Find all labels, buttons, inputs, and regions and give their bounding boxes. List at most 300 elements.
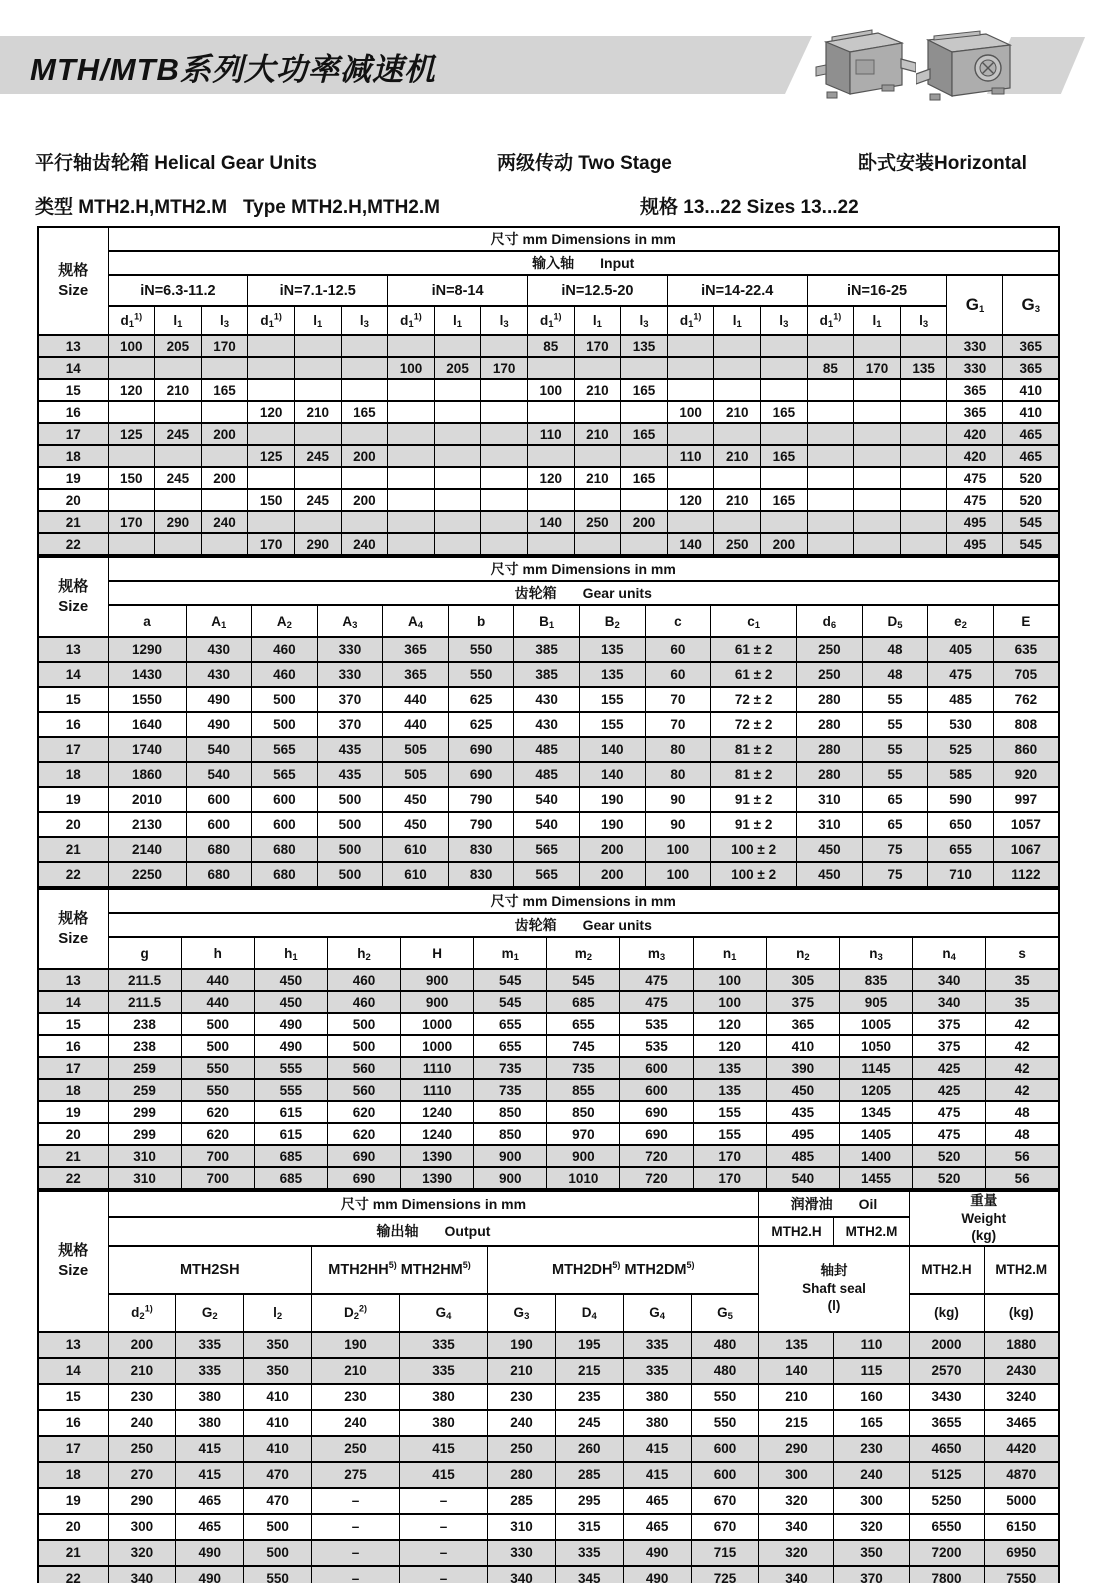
data-cell: 500 [244, 1514, 312, 1540]
data-cell: 540 [186, 762, 252, 787]
data-cell: 305 [766, 969, 839, 991]
data-cell: 700 [181, 1167, 254, 1189]
data-cell: 1455 [839, 1167, 912, 1189]
data-cell: 200 [201, 467, 248, 489]
data-cell [527, 489, 574, 511]
data-cell: 520 [913, 1145, 986, 1167]
data-cell: 420 [947, 423, 1003, 445]
data-cell: 600 [691, 1436, 759, 1462]
data-cell: 6950 [984, 1540, 1059, 1566]
data-cell: 6550 [909, 1514, 984, 1540]
size-column-header: 规格 Size [38, 1191, 108, 1332]
subtitle-horizontal: 卧式安装Horizontal [858, 153, 1027, 174]
data-cell: 900 [547, 1145, 620, 1167]
data-cell: 310 [797, 812, 863, 837]
data-cell: 1290 [108, 637, 186, 662]
data-cell: 500 [327, 1013, 400, 1035]
data-cell [434, 401, 481, 423]
output-type-group-header: MTH2HH$^{5)}$ MTH2HM$^{5)}$ [312, 1246, 488, 1294]
data-cell: 81 ± 2 [711, 762, 797, 787]
data-cell: 410 [244, 1436, 312, 1462]
data-cell: 625 [448, 687, 514, 712]
data-cell: 385 [514, 662, 580, 687]
data-cell: 415 [400, 1462, 488, 1488]
data-cell: 680 [186, 862, 252, 887]
data-cell: 250 [797, 637, 863, 662]
data-cell: 475 [947, 467, 1003, 489]
table-row [38, 787, 1059, 812]
data-cell [481, 467, 528, 489]
gearbox-image-flange-side-icon [916, 12, 1016, 112]
data-cell: 545 [1003, 511, 1059, 533]
table-row [38, 1167, 1059, 1189]
data-cell: 735 [474, 1057, 547, 1079]
data-cell: 460 [327, 969, 400, 991]
data-cell: 490 [623, 1540, 691, 1566]
data-cell: 565 [252, 737, 318, 762]
data-cell: 600 [620, 1057, 693, 1079]
data-cell: 215 [759, 1410, 834, 1436]
col-header: $n_3$ [839, 937, 912, 969]
data-cell: 440 [181, 969, 254, 991]
data-cell: 165 [834, 1410, 909, 1436]
weight-unit-header: (kg) [909, 1294, 984, 1332]
data-cell [854, 467, 901, 489]
col-header: g [108, 937, 181, 969]
data-cell: 545 [474, 969, 547, 991]
data-cell: 1000 [401, 1035, 474, 1057]
data-cell [574, 445, 621, 467]
data-cell: 970 [547, 1123, 620, 1145]
data-cell [388, 533, 435, 555]
data-cell: 500 [244, 1540, 312, 1566]
data-cell: 997 [993, 787, 1059, 812]
data-cell: 850 [547, 1101, 620, 1123]
data-cell [807, 379, 854, 401]
data-cell: 200 [761, 533, 808, 555]
table-row [38, 1384, 1059, 1410]
table-row [38, 1123, 1059, 1145]
data-cell [155, 533, 202, 555]
oil-header: 润滑油 Oil [759, 1191, 909, 1217]
col-header: $l_3$ [341, 306, 388, 335]
gear-unit-dimensions-table-2 [37, 888, 1060, 1190]
data-cell: 1067 [993, 837, 1059, 862]
data-cell [248, 357, 295, 379]
data-cell: 170 [201, 335, 248, 357]
data-cell: 285 [555, 1462, 623, 1488]
size-cell: 22 [38, 1566, 108, 1583]
data-cell: 635 [993, 637, 1059, 662]
table-row [38, 489, 1059, 511]
size-cell: 15 [38, 687, 108, 712]
data-cell: 1400 [839, 1145, 912, 1167]
data-cell: 270 [108, 1462, 176, 1488]
data-cell: 365 [383, 637, 449, 662]
col-header: $d_1^{1)}$ [807, 306, 854, 335]
data-cell: 370 [317, 687, 383, 712]
data-cell: 620 [327, 1123, 400, 1145]
data-cell: 745 [547, 1035, 620, 1057]
data-cell: 55 [862, 762, 928, 787]
data-cell: 365 [1003, 357, 1059, 379]
data-cell [481, 401, 528, 423]
data-cell [434, 445, 481, 467]
data-cell: 3465 [984, 1410, 1059, 1436]
data-cell: 545 [547, 969, 620, 991]
data-cell: 250 [797, 662, 863, 687]
data-cell: 280 [797, 737, 863, 762]
size-cell: 15 [38, 1384, 108, 1410]
data-cell: 170 [248, 533, 295, 555]
data-cell: 81 ± 2 [711, 737, 797, 762]
data-cell: 250 [488, 1436, 556, 1462]
size-cell: 17 [38, 737, 108, 762]
data-cell: 440 [181, 991, 254, 1013]
data-cell: 762 [993, 687, 1059, 712]
data-cell: 56 [986, 1167, 1059, 1189]
data-cell: 520 [913, 1167, 986, 1189]
data-cell: 1390 [401, 1145, 474, 1167]
data-cell: 55 [862, 737, 928, 762]
col-header: $e_2$ [928, 605, 994, 637]
data-cell: 245 [294, 445, 341, 467]
data-cell: 320 [108, 1540, 176, 1566]
data-cell: 245 [555, 1410, 623, 1436]
data-cell: 415 [623, 1462, 691, 1488]
data-cell: 2000 [909, 1332, 984, 1358]
col-header: c [645, 605, 711, 637]
data-cell: 410 [244, 1410, 312, 1436]
col-header: $d_1^{1)}$ [667, 306, 714, 335]
data-cell [201, 489, 248, 511]
col-header: $l_1$ [294, 306, 341, 335]
data-cell: 310 [488, 1514, 556, 1540]
data-cell: 140 [579, 762, 645, 787]
data-cell: 490 [186, 712, 252, 737]
data-cell [481, 379, 528, 401]
data-cell: 365 [766, 1013, 839, 1035]
table-row [38, 1332, 1059, 1358]
data-cell: 70 [645, 712, 711, 737]
data-cell: 535 [620, 1013, 693, 1035]
data-cell: 170 [574, 335, 621, 357]
data-cell: 1640 [108, 712, 186, 737]
data-cell: 1110 [401, 1079, 474, 1101]
data-cell: 210 [574, 379, 621, 401]
data-cell: 240 [834, 1462, 909, 1488]
table-row [38, 837, 1059, 862]
data-cell: 585 [928, 762, 994, 787]
size-cell: 21 [38, 837, 108, 862]
size-cell: 18 [38, 1079, 108, 1101]
data-cell: 60 [645, 662, 711, 687]
data-cell [854, 533, 901, 555]
data-cell: 460 [252, 637, 318, 662]
data-cell: 140 [579, 737, 645, 762]
data-cell: 135 [900, 357, 947, 379]
sizes-line: 规格 13...22 Sizes 13...22 [640, 197, 859, 218]
data-cell: 900 [401, 969, 474, 991]
table-row [38, 913, 1059, 937]
data-cell: 335 [623, 1358, 691, 1384]
size-cell: 14 [38, 357, 108, 379]
data-cell: 299 [108, 1123, 181, 1145]
data-cell: 340 [759, 1514, 834, 1540]
data-cell: 240 [312, 1410, 400, 1436]
data-cell: 690 [620, 1123, 693, 1145]
data-cell: 310 [108, 1167, 181, 1189]
col-header: $c_1$ [711, 605, 797, 637]
data-cell: 450 [254, 969, 327, 991]
data-cell: 320 [759, 1540, 834, 1566]
col-header: $l_1$ [854, 306, 901, 335]
col-header: $D_4$ [555, 1294, 623, 1332]
data-cell: 715 [691, 1540, 759, 1566]
data-cell: 655 [474, 1035, 547, 1057]
data-cell: 485 [514, 737, 580, 762]
data-cell: 1860 [108, 762, 186, 787]
data-cell: 56 [986, 1145, 1059, 1167]
data-cell: 1057 [993, 812, 1059, 837]
data-cell: 91 ± 2 [711, 812, 797, 837]
data-cell: 2130 [108, 812, 186, 837]
data-cell: 170 [108, 511, 155, 533]
data-cell: 600 [691, 1462, 759, 1488]
data-cell: 490 [176, 1566, 244, 1583]
col-header: $l_2$ [244, 1294, 312, 1332]
data-cell: 475 [947, 489, 1003, 511]
col-header: $l_3$ [481, 306, 528, 335]
data-cell: 1000 [401, 1013, 474, 1035]
data-cell: 190 [312, 1332, 400, 1358]
data-cell: 500 [317, 837, 383, 862]
size-cell: 19 [38, 787, 108, 812]
data-cell: 1550 [108, 687, 186, 712]
data-cell [155, 445, 202, 467]
data-cell: 150 [248, 489, 295, 511]
data-cell: – [400, 1514, 488, 1540]
data-cell: 335 [400, 1358, 488, 1384]
data-cell: 600 [252, 787, 318, 812]
data-cell: 42 [986, 1013, 1059, 1035]
data-cell: 465 [1003, 423, 1059, 445]
data-cell [807, 467, 854, 489]
data-cell: 340 [913, 969, 986, 991]
data-cell: 450 [797, 837, 863, 862]
weight-unit-header: (kg) [984, 1294, 1059, 1332]
data-cell: 600 [186, 812, 252, 837]
data-cell [900, 511, 947, 533]
data-cell: 435 [317, 737, 383, 762]
data-cell: 350 [244, 1358, 312, 1384]
data-cell [481, 445, 528, 467]
size-cell: 18 [38, 445, 108, 467]
data-cell: 655 [547, 1013, 620, 1035]
data-cell [761, 423, 808, 445]
data-cell: 680 [252, 862, 318, 887]
data-cell [481, 335, 528, 357]
data-cell: 290 [759, 1436, 834, 1462]
data-cell: 480 [691, 1358, 759, 1384]
col-header: $G_3$ [1003, 275, 1059, 335]
data-cell: 500 [317, 787, 383, 812]
data-cell [388, 401, 435, 423]
data-cell: 60 [645, 637, 711, 662]
data-cell: 3240 [984, 1384, 1059, 1410]
size-cell: 17 [38, 1436, 108, 1462]
data-cell: 120 [667, 489, 714, 511]
table-row [38, 1035, 1059, 1057]
data-cell: 430 [186, 637, 252, 662]
data-cell: – [400, 1488, 488, 1514]
data-cell: 61 ± 2 [711, 637, 797, 662]
data-cell: 465 [176, 1488, 244, 1514]
data-cell: 410 [1003, 379, 1059, 401]
data-cell: 6150 [984, 1514, 1059, 1540]
col-header: $A_1$ [186, 605, 252, 637]
data-cell: 7800 [909, 1566, 984, 1583]
data-cell: 475 [913, 1123, 986, 1145]
data-cell: 3430 [909, 1384, 984, 1410]
data-cell [388, 379, 435, 401]
data-cell: 165 [341, 401, 388, 423]
data-cell: 475 [913, 1101, 986, 1123]
data-cell: 200 [579, 837, 645, 862]
data-cell: 165 [761, 445, 808, 467]
data-cell: 670 [691, 1514, 759, 1540]
data-cell: 500 [317, 812, 383, 837]
data-cell: 125 [108, 423, 155, 445]
data-cell: 259 [108, 1079, 181, 1101]
size-cell: 21 [38, 1145, 108, 1167]
table-row [38, 227, 1059, 251]
data-cell: 135 [579, 662, 645, 687]
data-cell: 705 [993, 662, 1059, 687]
data-cell: 500 [181, 1035, 254, 1057]
col-header: $m_3$ [620, 937, 693, 969]
data-cell: 460 [327, 991, 400, 1013]
data-cell [621, 533, 668, 555]
data-cell: 410 [1003, 401, 1059, 423]
data-cell: – [400, 1566, 488, 1583]
table-row [38, 1217, 1059, 1245]
data-cell: 1010 [547, 1167, 620, 1189]
data-cell: 215 [555, 1358, 623, 1384]
table-row [38, 1145, 1059, 1167]
data-cell: 35 [986, 991, 1059, 1013]
data-cell: 490 [176, 1540, 244, 1566]
data-cell: 48 [986, 1101, 1059, 1123]
data-cell: 310 [108, 1145, 181, 1167]
table-row [38, 762, 1059, 787]
data-cell [574, 401, 621, 423]
size-cell: 15 [38, 379, 108, 401]
data-cell: 610 [383, 837, 449, 862]
data-cell: 200 [341, 445, 388, 467]
data-cell: 415 [176, 1462, 244, 1488]
data-cell: 320 [834, 1514, 909, 1540]
data-cell: 485 [514, 762, 580, 787]
data-cell: 115 [834, 1358, 909, 1384]
data-cell: 100 [667, 401, 714, 423]
data-cell [900, 445, 947, 467]
data-cell [388, 423, 435, 445]
data-cell: 135 [621, 335, 668, 357]
data-cell: 135 [693, 1057, 766, 1079]
table-row [38, 1057, 1059, 1079]
data-cell: 48 [986, 1123, 1059, 1145]
data-cell: 5125 [909, 1462, 984, 1488]
size-cell: 15 [38, 1013, 108, 1035]
data-cell [667, 335, 714, 357]
data-cell: 75 [862, 837, 928, 862]
data-cell: 1740 [108, 737, 186, 762]
table-row [38, 737, 1059, 762]
data-cell [434, 511, 481, 533]
data-cell: 545 [1003, 533, 1059, 555]
col-header: $D_2^{2)}$ [312, 1294, 400, 1332]
dimensions-header: 尺寸 mm Dimensions in mm [108, 889, 1059, 913]
col-header: b [448, 605, 514, 637]
size-cell: 18 [38, 762, 108, 787]
data-cell: 170 [481, 357, 528, 379]
data-cell: 490 [254, 1035, 327, 1057]
table-row [38, 1436, 1059, 1462]
data-cell [481, 511, 528, 533]
data-cell: 300 [108, 1514, 176, 1540]
data-cell: 475 [620, 969, 693, 991]
data-cell [714, 467, 761, 489]
col-header: $h_1$ [254, 937, 327, 969]
data-cell: 340 [108, 1566, 176, 1583]
col-header: $B_2$ [579, 605, 645, 637]
data-cell [434, 467, 481, 489]
size-cell: 20 [38, 812, 108, 837]
data-cell: 140 [527, 511, 574, 533]
col-header: a [108, 605, 186, 637]
data-cell [714, 379, 761, 401]
data-cell: 340 [488, 1566, 556, 1583]
data-cell: 210 [574, 467, 621, 489]
data-cell: 155 [579, 712, 645, 737]
data-cell: 280 [797, 762, 863, 787]
table-row [38, 889, 1059, 913]
data-cell: 620 [181, 1101, 254, 1123]
size-cell: 22 [38, 862, 108, 887]
data-cell: 275 [312, 1462, 400, 1488]
data-cell [527, 357, 574, 379]
data-cell [854, 423, 901, 445]
data-cell: 410 [244, 1384, 312, 1410]
data-cell: 260 [555, 1436, 623, 1462]
data-cell: 100 [693, 991, 766, 1013]
data-cell [900, 467, 947, 489]
data-cell: 450 [797, 862, 863, 887]
data-cell: 42 [986, 1035, 1059, 1057]
table-row [38, 1488, 1059, 1514]
data-cell: 495 [947, 511, 1003, 533]
data-cell: – [312, 1488, 400, 1514]
data-cell: 240 [201, 511, 248, 533]
data-cell: 200 [621, 511, 668, 533]
data-cell: 550 [181, 1057, 254, 1079]
dimensions-header: 尺寸 mm Dimensions in mm [108, 227, 1059, 251]
data-cell: 110 [667, 445, 714, 467]
data-cell: 905 [839, 991, 912, 1013]
data-cell: 280 [797, 687, 863, 712]
data-cell [201, 533, 248, 555]
